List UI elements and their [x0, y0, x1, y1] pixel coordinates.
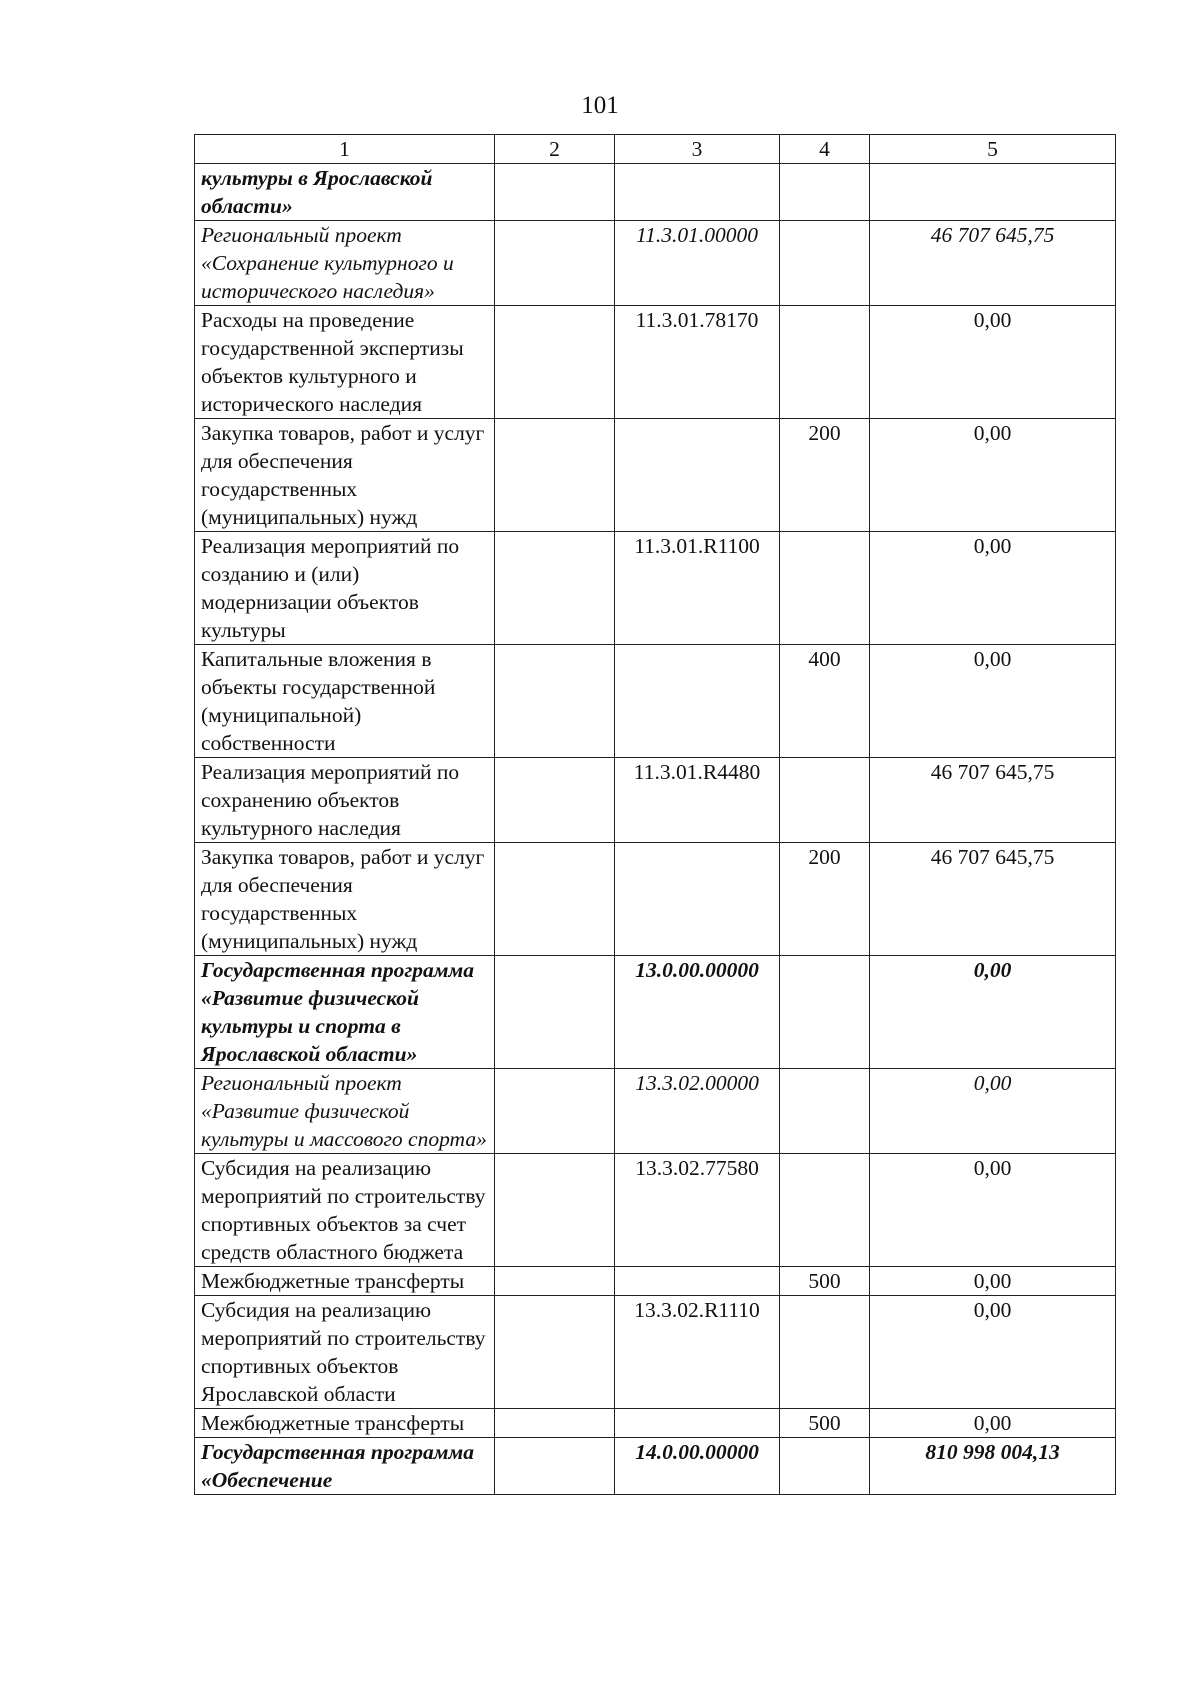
cell-col3: 13.3.02.00000 [615, 1069, 780, 1154]
cell-col5: 0,00 [870, 532, 1116, 645]
table-row [195, 1267, 1116, 1296]
cell-col4 [780, 1438, 870, 1495]
cell-col5 [870, 164, 1116, 221]
table-row [195, 1069, 1116, 1154]
cell-col1: Субсидия на реализацию мероприятий по строительству спортивных объектов Ярославской области [195, 1296, 495, 1409]
cell-col4 [780, 758, 870, 843]
cell-col4 [780, 956, 870, 1069]
cell-col5: 810 998 004,13 [870, 1438, 1116, 1495]
table-row [195, 758, 1116, 843]
table-row [195, 1438, 1116, 1495]
header-cell: 5 [870, 135, 1116, 164]
header-cell: 2 [495, 135, 615, 164]
cell-col4: 200 [780, 419, 870, 532]
table-row [195, 419, 1116, 532]
cell-col2 [495, 843, 615, 956]
table-row [195, 306, 1116, 419]
cell-col4 [780, 221, 870, 306]
cell-col1: культуры в Ярославской области» [195, 164, 495, 221]
cell-col3 [615, 1267, 780, 1296]
cell-col2 [495, 758, 615, 843]
cell-col2 [495, 164, 615, 221]
cell-col5: 0,00 [870, 1069, 1116, 1154]
cell-col1: Закупка товаров, работ и услуг для обеспечения государственных (муниципальных) нужд [195, 419, 495, 532]
cell-col5: 0,00 [870, 956, 1116, 1069]
cell-col2 [495, 645, 615, 758]
header-row [195, 135, 1116, 164]
cell-col5: 46 707 645,75 [870, 758, 1116, 843]
cell-col5: 0,00 [870, 306, 1116, 419]
table-row [195, 956, 1116, 1069]
cell-col5: 46 707 645,75 [870, 221, 1116, 306]
cell-col4: 200 [780, 843, 870, 956]
cell-col3: 11.3.01.R1100 [615, 532, 780, 645]
table-row [195, 1409, 1116, 1438]
cell-col3: 13.0.00.00000 [615, 956, 780, 1069]
cell-col3: 13.3.02.77580 [615, 1154, 780, 1267]
table-row [195, 1154, 1116, 1267]
cell-col1: Капитальные вложения в объекты государственной (муниципальной) собственности [195, 645, 495, 758]
cell-col5: 0,00 [870, 1154, 1116, 1267]
cell-col3: 13.3.02.R1110 [615, 1296, 780, 1409]
header-cell: 4 [780, 135, 870, 164]
cell-col3: 11.3.01.R4480 [615, 758, 780, 843]
cell-col4 [780, 164, 870, 221]
table-row [195, 164, 1116, 221]
table-row [195, 532, 1116, 645]
cell-col2 [495, 1296, 615, 1409]
cell-col3 [615, 645, 780, 758]
cell-col4 [780, 532, 870, 645]
cell-col5: 0,00 [870, 1296, 1116, 1409]
cell-col2 [495, 306, 615, 419]
cell-col3 [615, 419, 780, 532]
cell-col5: 0,00 [870, 645, 1116, 758]
cell-col3: 14.0.00.00000 [615, 1438, 780, 1495]
cell-col4 [780, 306, 870, 419]
cell-col2 [495, 956, 615, 1069]
cell-col5: 0,00 [870, 1267, 1116, 1296]
table-row [195, 843, 1116, 956]
cell-col4 [780, 1069, 870, 1154]
cell-col4 [780, 1296, 870, 1409]
cell-col2 [495, 221, 615, 306]
cell-col1: Реализация мероприятий по созданию и (или) модернизации объектов культуры [195, 532, 495, 645]
cell-col5: 46 707 645,75 [870, 843, 1116, 956]
cell-col5: 0,00 [870, 1409, 1116, 1438]
cell-col1: Закупка товаров, работ и услуг для обеспечения государственных (муниципальных) нужд [195, 843, 495, 956]
cell-col2 [495, 1154, 615, 1267]
table-row [195, 645, 1116, 758]
cell-col2 [495, 1267, 615, 1296]
cell-col4: 500 [780, 1267, 870, 1296]
cell-col1: Региональный проект «Сохранение культурного и исторического наследия» [195, 221, 495, 306]
cell-col4: 500 [780, 1409, 870, 1438]
table-row [195, 1296, 1116, 1409]
cell-col1: Межбюджетные трансферты [195, 1409, 495, 1438]
cell-col2 [495, 532, 615, 645]
table-row [195, 221, 1116, 306]
cell-col1: Государственная программа «Обеспечение [195, 1438, 495, 1495]
cell-col3: 11.3.01.78170 [615, 306, 780, 419]
cell-col2 [495, 1409, 615, 1438]
cell-col5: 0,00 [870, 419, 1116, 532]
cell-col3 [615, 164, 780, 221]
cell-col2 [495, 419, 615, 532]
page-number: 101 [581, 92, 619, 119]
cell-col3 [615, 843, 780, 956]
cell-col1: Реализация мероприятий по сохранению объектов культурного наследия [195, 758, 495, 843]
cell-col4 [780, 1154, 870, 1267]
cell-col2 [495, 1438, 615, 1495]
cell-col4: 400 [780, 645, 870, 758]
cell-col1: Региональный проект «Развитие физической культуры и массового спорта» [195, 1069, 495, 1154]
budget-table [194, 134, 1116, 1495]
cell-col1: Субсидия на реализацию мероприятий по строительству спортивных объектов за счет средств областного бюджета [195, 1154, 495, 1267]
cell-col3 [615, 1409, 780, 1438]
cell-col1: Межбюджетные трансферты [195, 1267, 495, 1296]
cell-col1: Расходы на проведение государственной экспертизы объектов культурного и исторического наследия [195, 306, 495, 419]
header-cell: 3 [615, 135, 780, 164]
header-cell: 1 [195, 135, 495, 164]
cell-col1: Государственная программа «Развитие физической культуры и спорта в Ярославской области» [195, 956, 495, 1069]
cell-col2 [495, 1069, 615, 1154]
cell-col3: 11.3.01.00000 [615, 221, 780, 306]
